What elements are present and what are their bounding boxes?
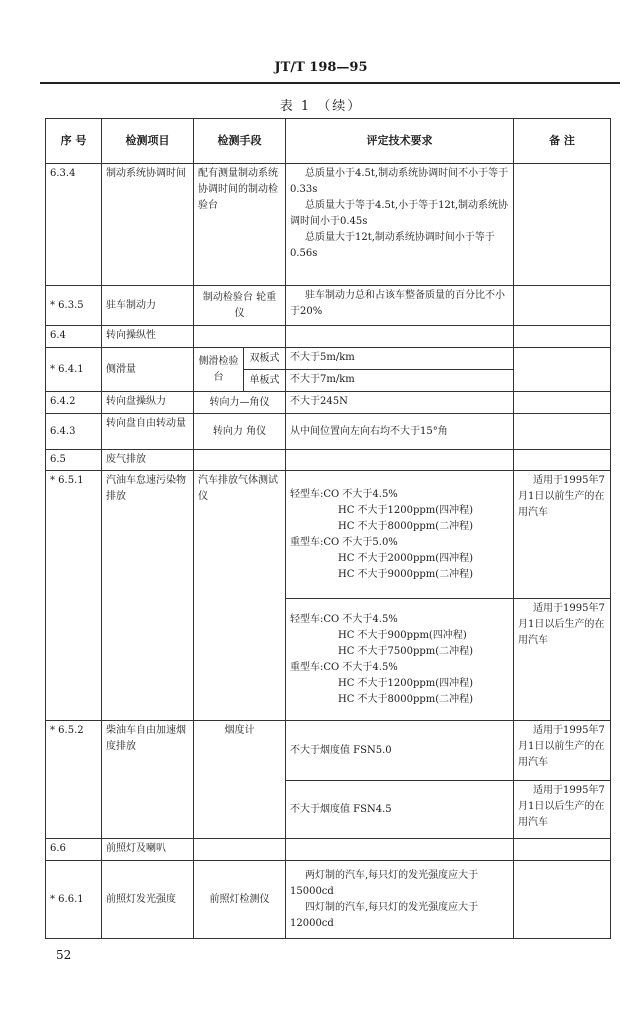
row-no: 6.4 [46, 326, 102, 348]
row-means: 前照灯检测仪 [194, 861, 286, 939]
req-line: 总质量大于12t,制动系统协调时间小于等于0.56s [290, 232, 495, 259]
row-remark [514, 164, 611, 286]
row-item: 柴油车自由加速烟度排放 [102, 721, 194, 839]
row-no: 6.4.3 [46, 414, 102, 450]
table-row [46, 450, 611, 471]
row-item: 驻车制动力 [102, 286, 194, 326]
row-requirement: 从中间位置向左向右均不大于15°角 [286, 414, 514, 450]
req-line: 轻型车:CO 不大于4.5% [290, 488, 398, 500]
row-remark: 适用于1995年7月1日以后生产的在用汽车 [514, 781, 611, 839]
req-line: 四灯制的汽车,每只灯的发光强度应大于12000cd [290, 901, 479, 929]
row-means: 配有测量制动系统协调时间的制动检验台 [194, 164, 286, 286]
req-line: HC 不大于900ppm(四冲程) [338, 629, 467, 641]
row-no: * 6.5.2 [46, 721, 102, 839]
row-means: 转向力—角仪 [194, 392, 286, 414]
req-line: 两灯制的汽车,每只灯的发光强度应大于15000cd [290, 869, 479, 897]
row-requirement: 不大于烟度值 FSN5.0 [286, 721, 514, 781]
req-line: HC 不大于9000ppm(二冲程) [338, 568, 474, 580]
row-no: 6.6 [46, 839, 102, 861]
table-header-row [46, 119, 611, 164]
row-requirement: 不大于245N [286, 392, 514, 414]
col-header-no: 序 号 [46, 119, 102, 164]
row-no: 6.3.4 [46, 164, 102, 286]
req-line: 总质量大于等于4.5t,小于等于12t,制动系统协调时间小于0.45s [290, 200, 509, 227]
row-no: 6.4.2 [46, 392, 102, 414]
table-row [46, 471, 611, 599]
row-means: 侧滑检验台 [194, 348, 244, 392]
row-item: 制动系统协调时间 [102, 164, 194, 286]
row-no: * 6.5.1 [46, 471, 102, 721]
row-no: 6.5 [46, 450, 102, 471]
row-means: 汽车排放气体测试仪 [194, 471, 286, 721]
req-line: 重型车:CO 不大于4.5% [290, 661, 398, 673]
row-item: 前照灯及喇叭 [102, 839, 194, 861]
req-line: HC 不大于1200ppm(四冲程) [338, 504, 474, 516]
col-header-item: 检测项目 [102, 119, 194, 164]
row-requirement [286, 164, 514, 286]
row-means: 制动检验台 轮重仪 [194, 286, 286, 326]
row-requirement: 驻车制动力总和占该车整备质量的百分比不小于20% [286, 286, 514, 326]
row-requirement [286, 861, 514, 939]
row-requirement: 不大于7m/km [286, 370, 514, 392]
table-caption: 表 1 （续） [279, 99, 363, 114]
inspection-table [45, 118, 611, 939]
row-subtype: 双板式 [244, 348, 286, 370]
row-means: 烟度计 [194, 721, 286, 839]
row-requirement: 不大于烟度值 FSN4.5 [286, 781, 514, 839]
req-line: 轻型车:CO 不大于4.5% [290, 613, 398, 625]
row-item: 转向盘操纵力 [102, 392, 194, 414]
standard-code-header: JT/T 198—95 [274, 60, 368, 75]
row-requirement: 不大于5m/km [286, 348, 514, 370]
table-row [46, 861, 611, 939]
row-means: 转向力 角仪 [194, 414, 286, 450]
row-item: 前照灯发光强度 [102, 861, 194, 939]
col-header-remark: 备 注 [514, 119, 611, 164]
page-number: 52 [56, 948, 72, 962]
row-subtype: 单板式 [244, 370, 286, 392]
req-line: HC 不大于8000ppm(二冲程) [338, 520, 474, 532]
row-no: * 6.6.1 [46, 861, 102, 939]
row-requirement [286, 599, 514, 721]
table-row [46, 286, 611, 326]
table-row [46, 348, 611, 370]
req-line: 重型车:CO 不大于5.0% [290, 536, 398, 548]
row-item: 侧滑量 [102, 348, 194, 392]
req-line: HC 不大于7500ppm(二冲程) [338, 645, 474, 657]
table-row [46, 326, 611, 348]
table-row [46, 839, 611, 861]
header-rule [40, 82, 620, 84]
row-remark [514, 286, 611, 326]
table-row [46, 721, 611, 781]
req-line: HC 不大于8000ppm(二冲程) [338, 693, 474, 705]
table-row [46, 164, 611, 286]
col-header-requirement: 评定技术要求 [286, 119, 514, 164]
row-item: 转向盘自由转动量 [102, 414, 194, 450]
row-remark: 适用于1995年7月1日以前生产的在用汽车 [514, 471, 611, 599]
table-row [46, 392, 611, 414]
row-remark: 适用于1995年7月1日以后生产的在用汽车 [514, 599, 611, 721]
row-item: 汽油车怠速污染物排放 [102, 471, 194, 721]
row-no: * 6.4.1 [46, 348, 102, 392]
req-line: HC 不大于1200ppm(四冲程) [338, 677, 474, 689]
row-requirement [286, 471, 514, 599]
req-line: 总质量小于4.5t,制动系统协调时间不小于等于0.33s [290, 168, 509, 195]
table-row [46, 414, 611, 450]
req-line: HC 不大于2000ppm(四冲程) [338, 552, 474, 564]
col-header-means: 检测手段 [194, 119, 286, 164]
row-item: 转向操纵性 [102, 326, 194, 348]
row-no: * 6.3.5 [46, 286, 102, 326]
row-item: 废气排放 [102, 450, 194, 471]
row-remark: 适用于1995年7月1日以前生产的在用汽车 [514, 721, 611, 781]
